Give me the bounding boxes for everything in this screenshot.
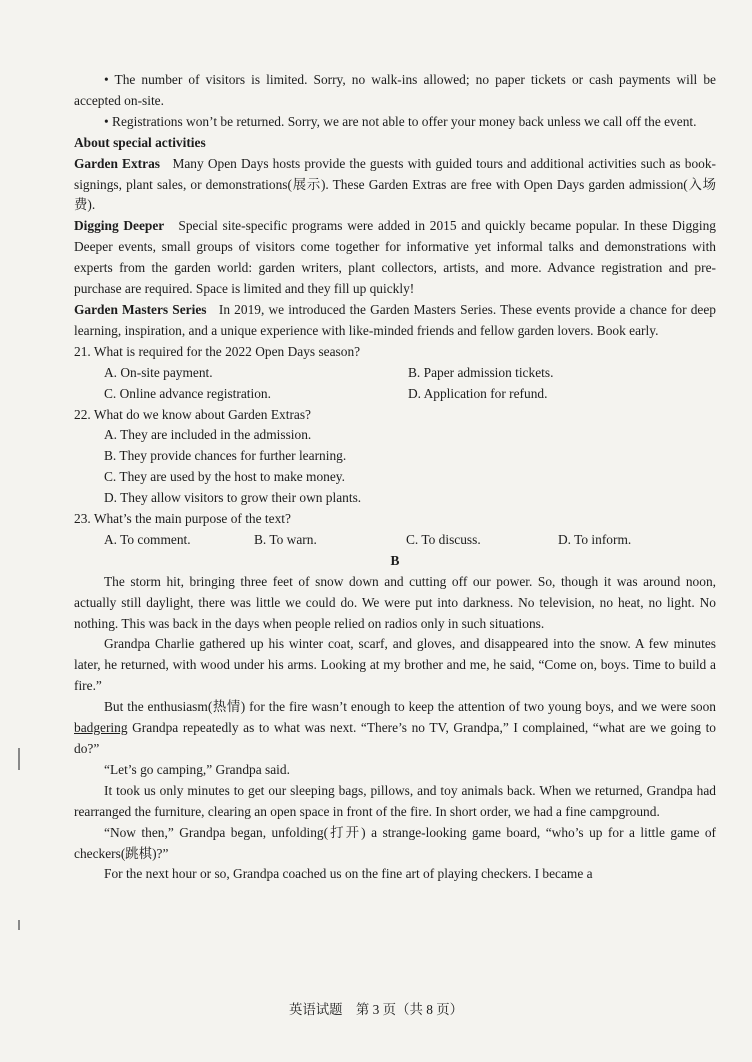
rule-registrations: • Registrations won’t be returned. Sorry, we are not able to offer your money back unless we call off the event. [104, 113, 697, 129]
masters-series-paragraph [74, 300, 716, 342]
story-paragraph-2: Grandpa Charlie gathered up his winter coat, scarf, and gloves, and disappeared into the snow. A few minutes later, he returned, with wood under his arms. Looking at my brother and me, he said, “Come on, boys. Time to build a fire.” [74, 636, 716, 694]
rule-visitors-limited: • The number of visitors is limited. Sorry, no walk-ins allowed; no paper tickets or cash payments will be accepted on-site. [74, 72, 716, 108]
question-stem: 22. What do we know about Garden Extras? [74, 406, 311, 422]
page-footer: 英语试题 第 3 页（共 8 页） [288, 1002, 464, 1017]
option-b: B. They provide chances for further learning. [104, 448, 347, 464]
underlined-word: badgering [74, 720, 128, 736]
option-c: C. Online advance registration. [104, 385, 271, 401]
section-b-heading: B [390, 552, 400, 568]
story-paragraph-5: It took us only minutes to get our sleeping bags, pillows, and toy animals back. When we returned, Grandpa had rearranged the furniture, clearing an open space in front of the fire. In short order, we had a fine campground. [74, 782, 716, 819]
margin-mark [18, 920, 20, 930]
option-d: D. Application for refund. [408, 385, 548, 401]
option-d: D. To inform. [558, 531, 632, 547]
digging-deeper-paragraph [74, 216, 716, 300]
story-text: But the enthusiasm(热情) for the fire wasn’t enough to keep the attention of two young boys, and we were soon [104, 699, 716, 715]
masters-series-text: In 2019, we introduced the Garden Masters Series. These events provide a chance for deep learning, inspiration, and a unique experience with like-minded friends and fellow garden lovers. Book early. [74, 301, 717, 338]
digging-deeper-text: Special site-specific programs were added in 2015 and quickly became popular. In these Digging Deeper events, small groups of visitors come together for informative yet informal talks and demonstrations with experts from the garden world: garden writers, plant collectors, artists, and more. Advance registration and pre-purchase are required. Space is limited and they fill up quickly! [74, 218, 716, 297]
story-paragraph-6: “Now then,” Grandpa began, unfolding(打开) a strange-looking game board, “who’s up for a little game of checkers(跳棋)?” [74, 824, 716, 861]
story-paragraph-7: For the next hour or so, Grandpa coached us on the fine art of playing checkers. I became a [104, 866, 593, 882]
option-b: B. Paper admission tickets. [408, 364, 554, 380]
option-a: A. They are included in the admission. [104, 427, 312, 443]
garden-extras-paragraph [74, 154, 716, 217]
garden-extras-text: Many Open Days hosts provide the guests with guided tours and additional activities such as book-signings, plant sales, or demonstrations(展示). These Garden Extras are free with Open Days garden admission(入场费). [74, 155, 716, 213]
question-stem: 21. What is required for the 2022 Open Days season? [74, 343, 361, 359]
story-paragraph-1: The storm hit, bringing three feet of snow down and cutting off our power. So, though it was around noon, actually still daylight, there was little we could do. We were put into darkness. No television, no heat, no light. No nothing. This was back in the days when people relied on radios only in such situations. [74, 573, 716, 631]
option-a: A. To comment. [104, 531, 191, 547]
question-stem: 23. What’s the main purpose of the text? [74, 511, 291, 527]
story-paragraph-4: “Let’s go camping,” Grandpa said. [104, 761, 290, 777]
masters-series-title: Garden Masters Series [74, 301, 207, 317]
garden-extras-title: Garden Extras [74, 155, 160, 171]
question-22 [74, 405, 716, 510]
special-activities-heading: About special activities [74, 134, 206, 150]
option-d: D. They allow visitors to grow their own plants. [104, 490, 362, 506]
margin-mark [18, 748, 20, 770]
option-c: C. They are used by the host to make money. [104, 469, 345, 485]
question-23 [74, 509, 716, 551]
digging-deeper-title: Digging Deeper [74, 218, 165, 234]
option-b: B. To warn. [254, 531, 317, 547]
story-text: Grandpa repeatedly as to what was next. “There’s no TV, Grandpa,” I complained, “what are we going to do?” [74, 720, 716, 756]
option-c: C. To discuss. [406, 531, 481, 547]
story-paragraph-3 [74, 697, 716, 760]
question-21 [74, 342, 716, 405]
option-a: A. On-site payment. [104, 364, 213, 380]
